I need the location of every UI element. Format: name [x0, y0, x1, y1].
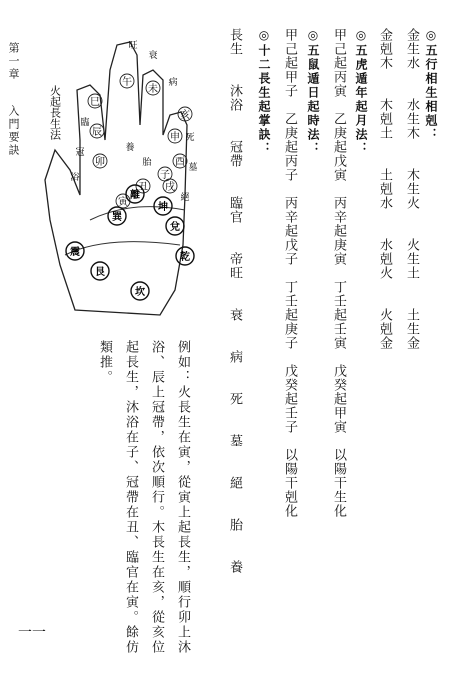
- trigram-label: 巽: [112, 212, 122, 223]
- stage-label: 絕: [180, 193, 190, 203]
- branch-label: 寅: [118, 197, 128, 208]
- section-heading-1: ◎五行相生相剋：: [424, 28, 438, 142]
- example-line-1: 例如：火長生在寅，從寅上起長生，順行卯上沐: [175, 340, 190, 655]
- stage-label: 浴: [70, 173, 80, 183]
- hand-note: 火起長生法: [48, 85, 62, 140]
- branch-label: 午: [122, 77, 132, 88]
- branch-label: 未: [148, 84, 158, 95]
- stage-label: 養: [125, 143, 135, 153]
- running-head-title: 入門要訣: [7, 105, 20, 157]
- branch-label: 巳: [90, 97, 100, 108]
- section-3-row-1: 甲己起甲子 乙庚起丙子 丙辛起戊子 丁壬起庚子 戊癸起壬子 以陽干剋化: [282, 28, 297, 518]
- stage-label: 旺: [128, 41, 138, 51]
- trigram-label: 震: [70, 247, 80, 258]
- section-2-row-1: 甲己起丙寅 乙庚起戊寅 丙辛起庚寅 丁壬起壬寅 戊癸起甲寅 以陽干生化: [331, 28, 346, 518]
- branch-label: 酉: [175, 157, 185, 168]
- trigram-label: 離: [130, 190, 140, 201]
- trigram-label: 兌: [170, 222, 180, 233]
- branch-label: 子: [160, 170, 170, 181]
- example-line-2: 浴、辰上冠帶，依次順行。木長生在亥，從亥位: [149, 340, 164, 655]
- stage-label: 墓: [188, 163, 198, 173]
- section-heading-3: ◎五鼠遁日起時法：: [306, 28, 320, 156]
- stage-label: 臨: [80, 118, 90, 128]
- palm-diagram: [35, 30, 205, 320]
- stage-marks: [70, 40, 197, 203]
- section-heading-2: ◎五虎遁年起月法：: [354, 28, 368, 156]
- page-number: 一一: [18, 625, 46, 641]
- stage-label: 死: [185, 133, 195, 143]
- section-heading-4: ◎十二長生起掌訣：: [257, 28, 271, 156]
- section-4-row-1: 長生 沐浴 冠帶 臨官 帝旺 衰 病 死 墓 絕 胎 養: [227, 28, 242, 574]
- trigram-marks: [66, 185, 194, 300]
- section-1-row-1: 金生水 水生木 木生火 火生土 土生金: [404, 28, 419, 350]
- branch-marks: [88, 74, 195, 208]
- trigram-label: 坎: [135, 287, 145, 298]
- trigram-label: 坤: [158, 202, 168, 213]
- stage-label: 衰: [148, 51, 158, 61]
- stage-label: 病: [168, 78, 178, 88]
- palm-crease-1: [65, 242, 180, 255]
- branch-label: 戌: [165, 182, 175, 193]
- branch-label: 丑: [138, 182, 148, 193]
- branch-label: 申: [170, 132, 180, 143]
- branch-label: 亥: [180, 110, 190, 121]
- trigram-label: 乾: [180, 252, 190, 263]
- stage-label: 冠: [75, 148, 85, 158]
- trigram-label: 艮: [95, 267, 105, 278]
- branch-label: 辰: [92, 127, 102, 138]
- example-line-4: 類推。: [97, 340, 112, 385]
- stage-label: 胎: [142, 158, 152, 168]
- running-head-chapter: 第一章: [7, 42, 20, 81]
- branch-label: 卯: [95, 157, 105, 168]
- example-line-3: 起長生，沐浴在子、冠帶在丑、臨官在寅。餘仿: [123, 340, 138, 655]
- section-1-row-2: 金剋木 木剋土 土剋水 水剋火 火剋金: [377, 28, 392, 350]
